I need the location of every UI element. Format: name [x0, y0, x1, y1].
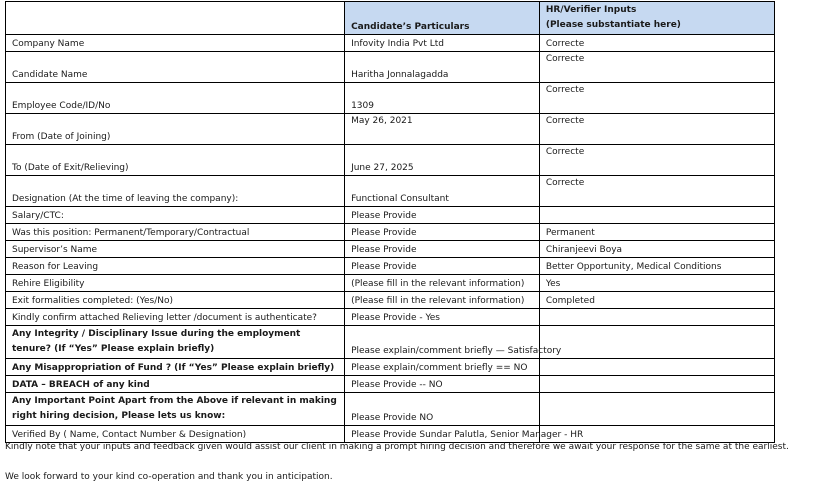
closing-note: Kindly note that your inputs and feedback given would assist our client in making a prompt hiring decision and therefore we await your response for the same at the earliest. — [5, 442, 789, 452]
row-label: Any Misappropriation of Fund ? (If “Yes” Please explain briefly) — [6, 359, 345, 376]
row-label: Was this position: Permanent/Temporary/Contractual — [6, 224, 345, 241]
row-label: Any Important Point Apart from the Above if relevant in making right hiring decision, Please lets us know: — [6, 393, 345, 426]
row-input[interactable]: Correcte — [539, 145, 774, 176]
table-row — [6, 326, 775, 359]
row-particular: Please Provide — [345, 258, 540, 275]
row-input[interactable] — [539, 207, 774, 224]
row-label: Supervisor’s Name — [6, 241, 345, 258]
row-input[interactable] — [539, 376, 774, 393]
row-label: Rehire Eligibility — [6, 275, 345, 292]
row-particular: (Please fill in the relevant information) — [345, 275, 540, 292]
row-particular: Please Provide -- NO — [345, 376, 540, 393]
row-input[interactable] — [539, 393, 774, 426]
row-input[interactable]: Correcte — [539, 83, 774, 114]
row-input[interactable]: Correcte — [539, 35, 774, 52]
row-input[interactable]: Correcte — [539, 114, 774, 145]
table-row — [6, 52, 775, 83]
row-input[interactable]: Correcte — [539, 52, 774, 83]
row-particular: Please explain/comment briefly — Satisfactory — [345, 326, 540, 359]
table-row — [6, 207, 775, 224]
table-row — [6, 114, 775, 145]
header-blank-cell — [6, 2, 345, 35]
row-label: Salary/CTC: — [6, 207, 345, 224]
row-input[interactable] — [539, 359, 774, 376]
row-particular: Please Provide — [345, 224, 540, 241]
row-label: Reason for Leaving — [6, 258, 345, 275]
row-particular: Infovity India Pvt Ltd — [345, 35, 540, 52]
header-hr-title: HR/Verifier Inputs — [545, 5, 637, 15]
row-label: Verified By ( Name, Contact Number & Designation) — [6, 426, 345, 443]
header-hr-subtitle: (Please substantiate here) — [545, 20, 681, 30]
table-row — [6, 176, 775, 207]
table-row — [6, 275, 775, 292]
row-input[interactable] — [539, 309, 774, 326]
table-row — [6, 35, 775, 52]
header-candidate-particulars: Candidate’s Particulars — [345, 2, 540, 35]
row-label: Employee Code/ID/No — [6, 83, 345, 114]
table-row — [6, 224, 775, 241]
row-label: Exit formalities completed: (Yes/No) — [6, 292, 345, 309]
row-label: Company Name — [6, 35, 345, 52]
row-particular: Please explain/comment briefly == NO — [345, 359, 540, 376]
row-input[interactable]: Completed — [539, 292, 774, 309]
row-label: Kindly confirm attached Relieving letter /document is authenticate? — [6, 309, 345, 326]
verification-form-table — [5, 1, 775, 443]
table-row — [6, 145, 775, 176]
table-row — [6, 393, 775, 426]
table-row — [6, 359, 775, 376]
row-input[interactable]: Correcte — [539, 176, 774, 207]
row-label: Any Integrity / Disciplinary Issue during the employment tenure? (If “Yes” Please explain briefly) — [6, 326, 345, 359]
row-input[interactable]: Chiranjeevi Boya — [539, 241, 774, 258]
row-input[interactable]: Better Opportunity, Medical Conditions — [539, 258, 774, 275]
table-row — [6, 258, 775, 275]
row-particular: Please Provide — [345, 241, 540, 258]
row-label: From (Date of Joining) — [6, 114, 345, 145]
table-row — [6, 426, 775, 443]
row-label: To (Date of Exit/Relieving) — [6, 145, 345, 176]
row-particular: 1309 — [345, 83, 540, 114]
table-row — [6, 241, 775, 258]
row-particular: Haritha Jonnalagadda — [345, 52, 540, 83]
table-row — [6, 83, 775, 114]
row-input[interactable]: Permanent — [539, 224, 774, 241]
table-row — [6, 292, 775, 309]
row-particular: Please Provide - Yes — [345, 309, 540, 326]
row-particular: Please Provide — [345, 207, 540, 224]
row-particular: Functional Consultant — [345, 176, 540, 207]
row-label: DATA – BREACH of any kind — [6, 376, 345, 393]
thank-you-note: We look forward to your kind co-operation and thank you in anticipation. — [5, 472, 333, 482]
row-label: Candidate Name — [6, 52, 345, 83]
table-row — [6, 309, 775, 326]
row-particular: Please Provide NO — [345, 393, 540, 426]
row-label: Designation (At the time of leaving the company): — [6, 176, 345, 207]
table-row — [6, 376, 775, 393]
row-input[interactable]: Yes — [539, 275, 774, 292]
header-hr-verifier-inputs — [539, 2, 774, 35]
row-particular: May 26, 2021 — [345, 114, 540, 145]
row-particular: (Please fill in the relevant information) — [345, 292, 540, 309]
table-header-row — [6, 2, 775, 35]
row-particular: June 27, 2025 — [345, 145, 540, 176]
row-input[interactable] — [539, 326, 774, 359]
row-particular: Please Provide Sundar Palutla, Senior Manager - HR — [345, 426, 540, 443]
